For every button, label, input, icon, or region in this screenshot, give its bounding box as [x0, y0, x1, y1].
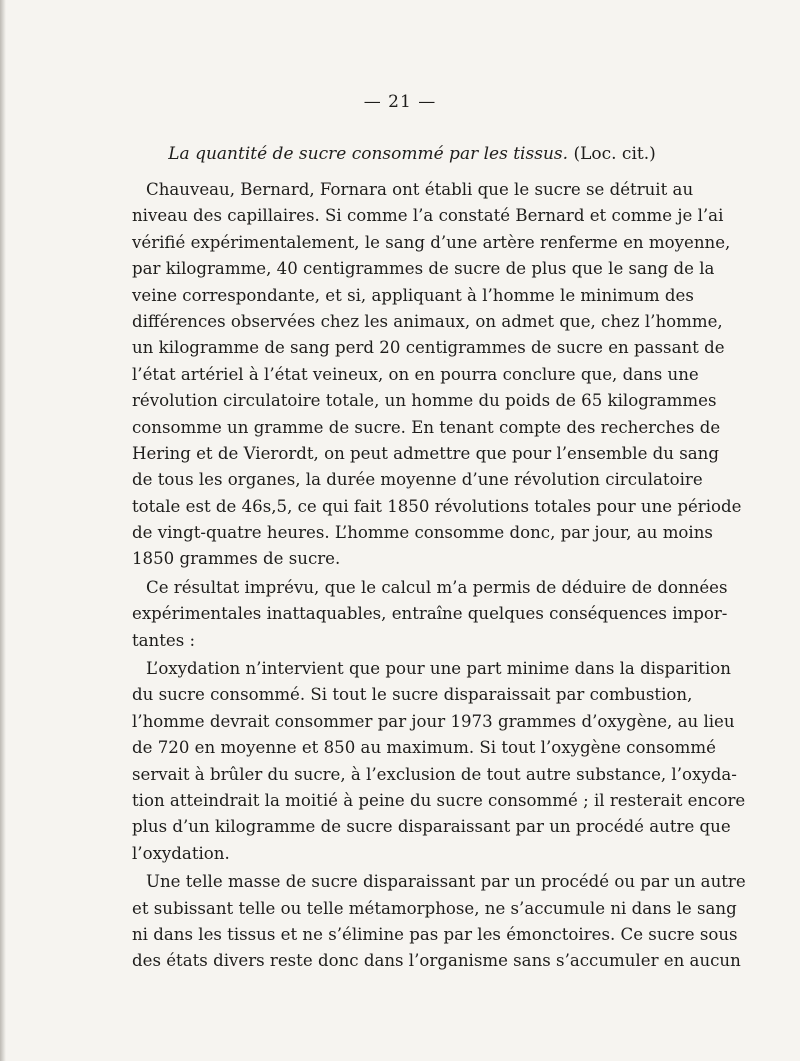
text-line: l’homme devrait consommer par jour 1973 grammes d’oxygène, au lieu: [132, 711, 735, 731]
paragraph-1: [132, 177, 742, 573]
text-line: totale est de 46s,5, ce qui fait 1850 révolutions totales pour une période: [132, 496, 742, 516]
text-line: de tous les organes, la durée moyenne d’une révolution circulatoire: [132, 470, 703, 490]
text-line: l’oxydation.: [132, 843, 230, 863]
page-edge-shadow: [0, 0, 6, 1061]
text-line: du sucre consommé. Si tout le sucre disparaissait par combustion,: [132, 685, 693, 705]
paragraph-3: [132, 656, 746, 867]
text-line: et subissant telle ou telle métamorphose, ne s’accumule ni dans le sang: [132, 898, 737, 918]
text-line: ni dans les tissus et ne s’élimine pas par les émonctoires. Ce sucre sous: [132, 924, 738, 944]
text-line: des états divers reste donc dans l’organisme sans s’accumuler en aucun: [132, 951, 741, 971]
text-line: vérifié expérimentalement, le sang d’une artère renferme en moyenne,: [132, 232, 731, 252]
text-line: expérimentales inattaquables, entraîne quelques conséquences impor-: [132, 604, 728, 624]
text-line: Chauveau, Bernard, Fornara ont établi que le sucre se détruit au: [146, 180, 694, 199]
text-line: différences observées chez les animaux, on admet que, chez l’homme,: [132, 311, 723, 331]
page-number: — 21 —: [363, 92, 437, 112]
text-line: de vingt-quatre heures. L’homme consomme donc, par jour, au moins: [132, 523, 713, 543]
text-line: révolution circulatoire totale, un homme du poids de 65 kilogrammes: [132, 391, 717, 411]
text-line: tion atteindrait la moitié à peine du sucre consommé ; il resterait encore: [132, 790, 746, 810]
text-line: L’oxydation n’intervient que pour une part minime dans la disparition: [146, 659, 731, 679]
paragraph-4: [132, 869, 746, 975]
text-line: Ce résultat imprévu, que le calcul m’a permis de déduire de données: [146, 577, 728, 597]
text-line: veine correspondante, et si, appliquant à l’homme le minimum des: [132, 285, 694, 305]
paragraph-2: [132, 575, 728, 654]
text-line: l’état artériel à l’état veineux, on en pourra conclure que, dans une: [132, 364, 699, 384]
text-line: plus d’un kilogramme de sucre disparaissant par un procédé autre que: [132, 817, 731, 837]
section-heading: [132, 144, 692, 164]
section-heading-title: La quantité de sucre consommé par les tissus.: [168, 144, 569, 164]
text-line: 1850 grammes de sucre.: [132, 549, 341, 569]
text-line: niveau des capillaires. Si comme l’a constaté Bernard et comme je l’ai: [132, 206, 724, 226]
section-heading-reference: (Loc. cit.): [573, 144, 656, 164]
text-line: Hering et de Vierordt, on peut admettre que pour l’ensemble du sang: [132, 443, 719, 463]
text-line: servait à brûler du sucre, à l’exclusion de tout autre substance, l’oxyda-: [132, 764, 737, 784]
text-line: par kilogramme, 40 centigrammes de sucre de plus que le sang de la: [132, 259, 715, 279]
text-line: un kilogramme de sang perd 20 centigrammes de sucre en passant de: [132, 338, 725, 358]
text-line: tantes :: [132, 630, 196, 650]
text-line: Une telle masse de sucre disparaissant par un procédé ou par un autre: [146, 872, 746, 892]
text-line: consomme un gramme de sucre. En tenant compte des recherches de: [132, 417, 721, 437]
text-line: de 720 en moyenne et 850 au maximum. Si tout l’oxygène consommé: [132, 738, 716, 758]
body-text: [132, 177, 746, 975]
